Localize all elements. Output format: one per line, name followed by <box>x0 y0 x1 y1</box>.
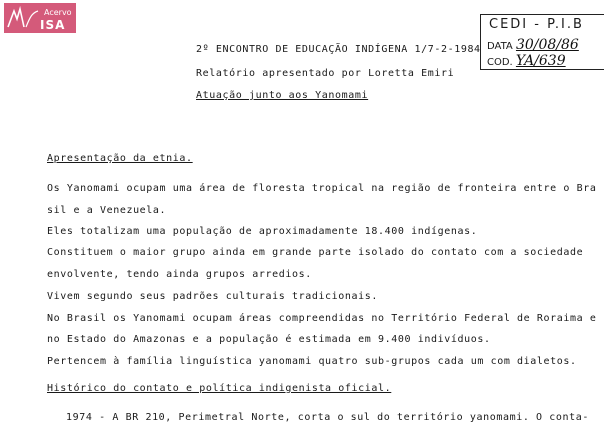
acervo-isa-logo <box>4 3 76 33</box>
paragraph-line: Vivem segundo seus padrões culturais tradicionais. <box>47 291 379 302</box>
paragraph-line: Pertencem à família linguística yanomami quatro sub-grupos cada um com dialetos. <box>47 356 577 367</box>
paragraph-line: Eles totalizam uma população de aproximadamente 18.400 indígenas. <box>47 226 478 237</box>
stamp-date-label: DATA <box>487 41 513 52</box>
stamp-date-row <box>487 37 579 53</box>
paragraph-line: no Estado do Amazonas e a população é estimada em 9.400 indivíduos. <box>47 334 491 345</box>
report-subtitle: Atuação junto aos Yanomami <box>196 90 369 101</box>
paragraph-line: Constituem o maior grupo ainda em grande parte isolado do contato com a sociedade <box>47 247 584 258</box>
logo-line1: Acervo <box>44 8 72 17</box>
paragraph-line: Os Yanomami ocupam uma área de floresta tropical na região de fronteira entre o Bra <box>47 183 597 194</box>
paragraph-line: envolvente, tendo ainda grupos arredios. <box>47 269 312 280</box>
stamp-cod-label: COD. <box>487 57 513 68</box>
stamp-title: CEDI - P.I.B <box>489 17 584 32</box>
paragraph-line: sil e a Venezuela. <box>47 205 167 216</box>
isa-logo-icon <box>4 3 76 33</box>
stamp-cod-row <box>487 53 566 69</box>
event-title: 2º ENCONTRO DE EDUCAÇÃO INDÍGENA 1/7-2-1984 <box>196 44 481 55</box>
stamp-cod-value: YA/639 <box>515 53 566 69</box>
logo-line2: ISA <box>40 18 66 32</box>
report-author: Relatório apresentado por Loretta Emiri <box>196 68 455 79</box>
section-title-historico: Histórico do contato e política indigenista oficial. <box>47 383 392 394</box>
section-title-apresentacao: Apresentação da etnia. <box>47 153 193 164</box>
stamp-date-value: 30/08/86 <box>515 37 579 53</box>
archive-stamp <box>480 14 604 70</box>
paragraph-line: 1974 - A BR 210, Perimetral Norte, corta o sul do território yanomami. O conta- <box>66 412 590 423</box>
paragraph-line: No Brasil os Yanomami ocupam áreas compreendidas no Território Federal de Roraima e <box>47 313 597 324</box>
